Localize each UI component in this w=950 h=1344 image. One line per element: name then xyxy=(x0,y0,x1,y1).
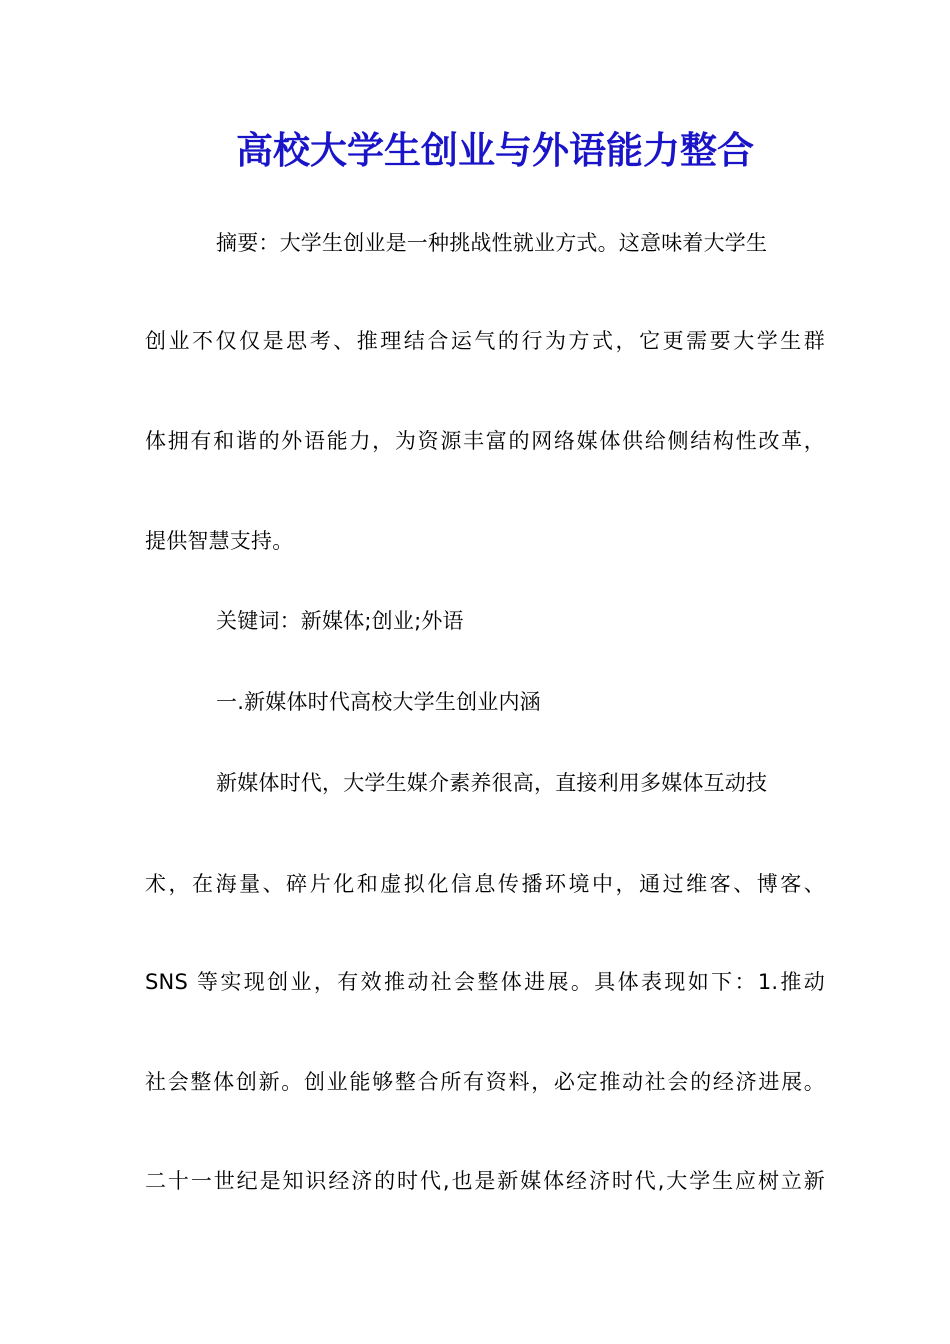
abstract-line-4: 提供智慧支持。 xyxy=(145,529,294,553)
body-line-5: 二十一世纪是知识经济的时代,也是新媒体经济时代,大学生应树立新 xyxy=(145,1169,825,1193)
abstract-line-2: 创业不仅仅是思考、推理结合运气的行为方式，它更需要大学生群 xyxy=(145,329,825,353)
body-line-2: 术，在海量、碎片化和虚拟化信息传播环境中，通过维客、博客、 xyxy=(145,872,825,896)
abstract-line-1: 摘要：大学生创业是一种挑战性就业方式。这意味着大学生 xyxy=(216,231,768,255)
abstract-line-3: 体拥有和谐的外语能力，为资源丰富的网络媒体供给侧结构性改革， xyxy=(145,429,825,453)
body-line-3: SNS 等实现创业，有效推动社会整体进展。具体表现如下：1.推动 xyxy=(145,970,825,994)
body-line-1: 新媒体时代，大学生媒介素养很高，直接利用多媒体互动技 xyxy=(216,771,768,795)
section-heading: 一.新媒体时代高校大学生创业内涵 xyxy=(216,690,541,714)
document-title: 高校大学生创业与外语能力整合 xyxy=(236,128,754,172)
body-line-4: 社会整体创新。创业能够整合所有资料，必定推动社会的经济进展。 xyxy=(145,1070,825,1094)
keywords-line: 关键词：新媒体;创业;外语 xyxy=(216,609,464,633)
